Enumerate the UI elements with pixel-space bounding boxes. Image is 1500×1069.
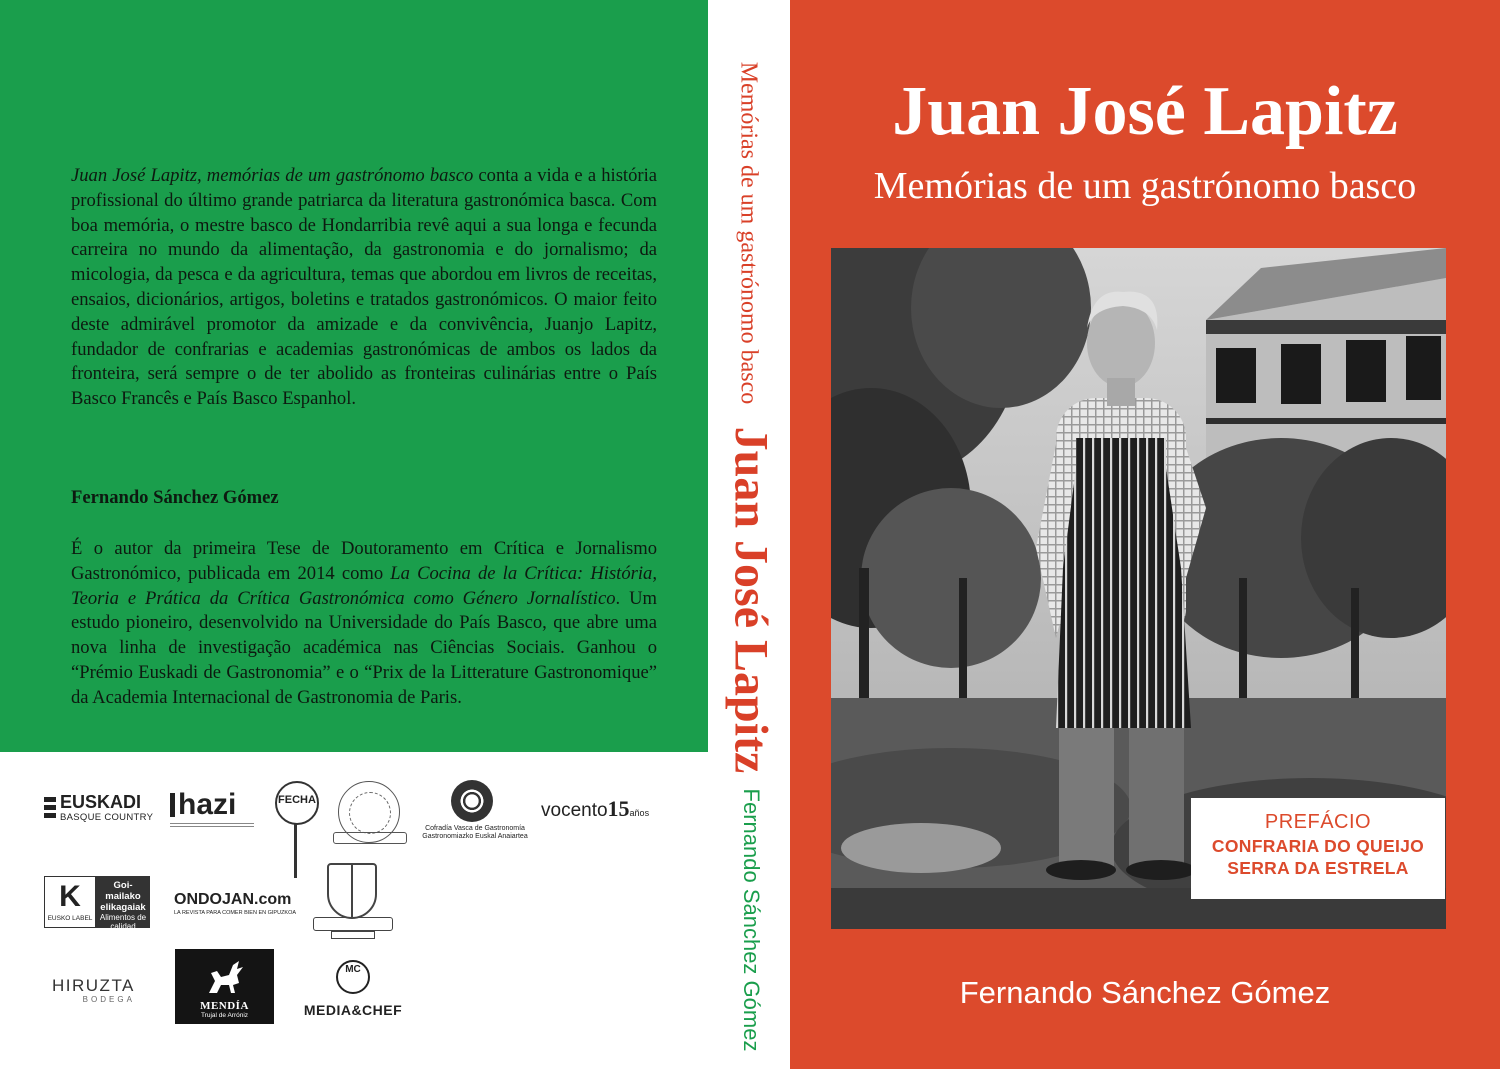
- hiruzta-logo: [52, 977, 135, 1004]
- vocento-number: 15: [607, 796, 630, 821]
- emblem-ribbon: [333, 832, 407, 844]
- fecha-circle-icon: [275, 781, 319, 825]
- media-chef-mark: MC: [345, 964, 361, 975]
- cofradia-logo: [415, 780, 535, 840]
- shield-ribbon-lower: [331, 931, 375, 939]
- ondojan-logo: [174, 891, 296, 916]
- shield-icon: [327, 863, 377, 919]
- hazi-underline: [170, 823, 254, 827]
- mendia-sub: Trujal de Arróniz: [200, 1012, 249, 1019]
- cofradia-line1: Cofradía Vasca de Gastronomía: [425, 825, 525, 832]
- spine-title: Juan José Lapitz: [724, 426, 778, 774]
- mendia-name: MENDÍA: [200, 1000, 249, 1012]
- hazi-bar-icon: [170, 793, 175, 817]
- vocento-suffix: años: [629, 808, 650, 818]
- ondojan-tagline: LA REVISTA PARA COMER BIEN EN GIPUZKOA: [174, 910, 297, 916]
- pegasus-icon: [203, 959, 247, 997]
- synopsis-text: conta a vida e a história profissional do último grande patriarca da literatura gastronómica basca. Com boa memória, o mestre basco de Hondarribia revê aqui a sua longa e fecunda carreira no mundo da alimentação, da gastronomia e do jornalismo; da micologia, da pesca e da agricultura, temas que abordou em livros de receitas, ensaios, dicionários, artigos, boletins e tratados gastronómicos. O maior feito deste admirável promotor da amizade e da convivência, Juanjo Lapitz, fundador de confrarias e academias gastronómicas de ambos os lados da fronteira, será sempre o de ter abolido as fronteiras culinárias entre o País Basco Francês e País Basco Espanhol.: [71, 165, 658, 410]
- vocento-logo: [541, 796, 649, 822]
- hiruzta-name: HIRUZTA: [52, 976, 135, 995]
- front-author: Fernando Sánchez Gómez: [959, 975, 1331, 1010]
- preface-line1: CONFRARIA DO QUEIJO: [1211, 836, 1425, 856]
- mendia-logo: [175, 949, 274, 1024]
- author-bio-book-title: La Cocina de la Crítica: História, Teoria e Prática da Crítica Gastronómica como Género Jornalístico: [71, 562, 657, 609]
- front-title: Juan José Lapitz: [892, 73, 1398, 150]
- hazi-logo-name: hazi: [178, 788, 237, 821]
- eusko-label-box: [96, 876, 150, 940]
- author-bio-part2: . Um estudo pioneiro, desenvolvido na Universidade do País Basco, que abre uma nova linha de investigação académica nas Ciências Sociais. Ganhou o “Prémio Euskadi de Gastronomia” e o “Prix de la Litterature Gastronomique” da Academia Internacional de Gastronomia de Paris.: [71, 587, 658, 708]
- vocento-name: vocento: [541, 800, 608, 821]
- preface-label: PREFÁCIO: [1264, 811, 1372, 833]
- author-bio-part1: É o autor da primeira Tese de Doutoramento em Crítica e Jornalismo Gastronómico, publicada em 2014 como: [71, 538, 657, 584]
- preface-line2: SERRA DA ESTRELA: [1227, 858, 1409, 878]
- eusko-label-line2: Alimentos de calidad superior: [99, 913, 147, 940]
- spine-author: Fernando Sánchez Gómez: [739, 788, 764, 1052]
- eusko-label-logo: [44, 876, 150, 940]
- euskadi-logo: [44, 793, 156, 825]
- shield-ribbon: [313, 917, 393, 931]
- fecha-logo-name: FECHA: [278, 794, 316, 806]
- hiruzta-sub: BODEGA: [82, 995, 135, 1004]
- eusko-label-text: EUSKO LABEL: [47, 915, 93, 922]
- back-cover-synopsis: [71, 164, 657, 412]
- euskadi-logo-name: EUSKADI: [60, 792, 142, 812]
- cofradia-line2: Gastronomiazko Euskal Anaiartea: [422, 833, 528, 840]
- eusko-label-k-icon: K EUSKO LABEL: [44, 876, 96, 928]
- media-chef-name: MEDIA&CHEF: [303, 1002, 403, 1018]
- eusko-label-line1: Goi-mailako elikagaiak: [100, 880, 146, 913]
- synopsis-book-title: Juan José Lapitz, memórias de um gastrónomo basco: [71, 165, 474, 186]
- euskadi-bars-icon: [44, 797, 56, 821]
- back-author-heading: Fernando Sánchez Gómez: [71, 487, 279, 508]
- back-author-bio: [71, 537, 657, 711]
- hazi-logo: [170, 790, 260, 830]
- emblem-seal-icon: [349, 792, 391, 834]
- ondojan-name: ONDOJAN.com: [174, 891, 292, 908]
- euskadi-logo-sub: BASQUE COUNTRY: [60, 812, 154, 823]
- preface-box: [1191, 798, 1445, 899]
- shield-crest-logo: [313, 863, 391, 937]
- cofradia-emblem-icon: [451, 780, 493, 822]
- spine-subtitle: Memórias de um gastrónomo basco: [735, 61, 762, 405]
- media-chef-logo: [303, 960, 403, 1022]
- fecha-stem: [294, 823, 297, 878]
- front-subtitle: Memórias de um gastrónomo basco: [873, 165, 1417, 207]
- fecha-logo: [275, 781, 317, 881]
- media-chef-circle-icon: [336, 960, 370, 994]
